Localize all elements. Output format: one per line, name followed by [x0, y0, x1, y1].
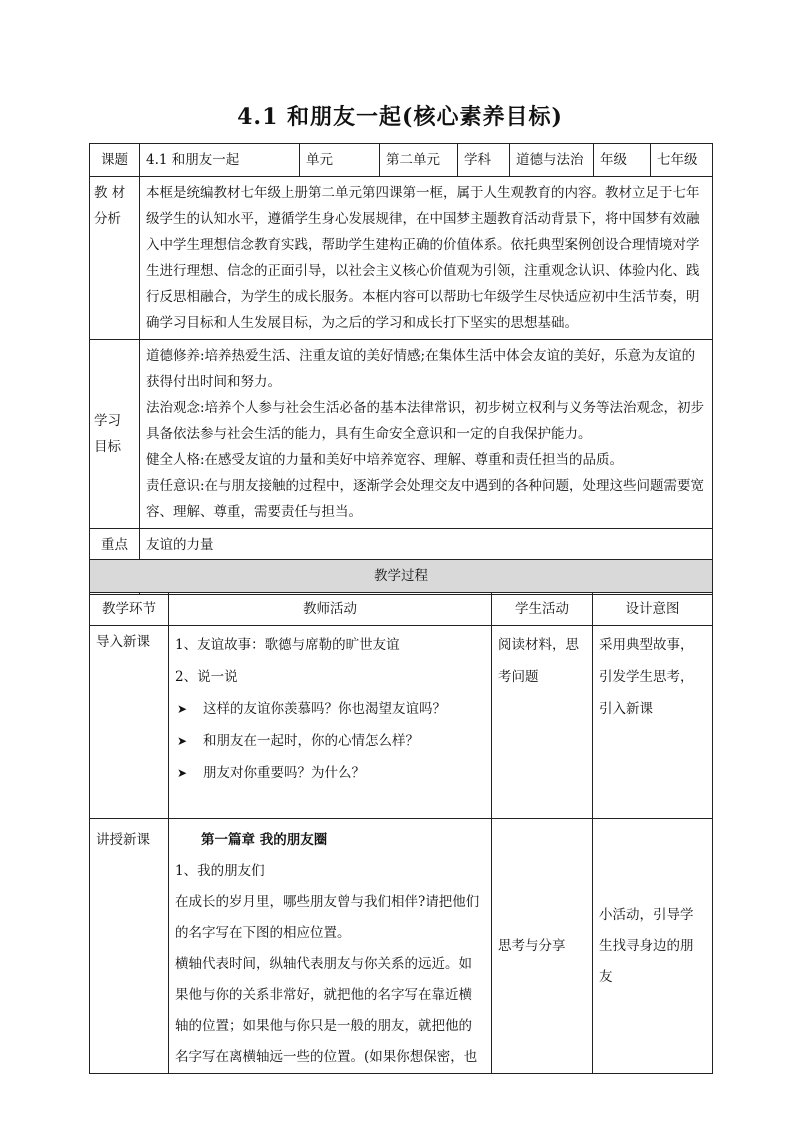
goals-label-line1: 学习 — [94, 413, 121, 429]
subject-label: 学科 — [458, 144, 510, 177]
goal-responsibility: 责任意识:在与朋友接触的过程中，逐渐学会处理交友中遇到的各种问题，处理这些问题需要宽容、理解、尊重，需要责任与担当。 — [146, 478, 705, 520]
goal-personality: 健全人格:在感受友谊的力量和美好中培养宽容、理解、尊重和责任担当的品质。 — [146, 452, 624, 468]
intro-intent: 采用典型故事，引发学生思考，引入新课 — [593, 626, 713, 819]
lecture-paragraph-2: 横轴代表时间，纵轴代表朋友与你关系的远近。如果他与你的关系非常好，就把他的名字写在靠近横轴的位置；如果他与你只是一般的朋友，就把他的名字写在离横轴远一些的位置。(如果你想保密，也 — [175, 956, 478, 1065]
intro-say: 2、说一说 — [175, 669, 238, 685]
arrow-bullet-icon: ➤ — [177, 766, 188, 780]
teaching-process-table — [89, 559, 713, 1074]
process-header: 教学过程 — [90, 560, 713, 593]
process-header-row — [90, 560, 713, 593]
intro-teacher — [169, 626, 492, 819]
arrow-bullet-icon: ➤ — [177, 702, 188, 716]
unit-value: 第二单元 — [380, 144, 458, 177]
intro-question — [175, 757, 485, 789]
unit-label: 单元 — [300, 144, 380, 177]
grade-label: 年级 — [594, 144, 651, 177]
lecture-row — [90, 819, 713, 1074]
key-point-label: 重点 — [90, 529, 140, 562]
intro-question — [175, 725, 485, 757]
analysis-label-line2: 分析 — [94, 211, 121, 227]
intro-student: 阅读材料，思考问题 — [492, 626, 593, 819]
intro-stage: 导入新课 — [90, 626, 169, 819]
goals-label-line2: 目标 — [94, 439, 121, 455]
lecture-subtitle: 1、我的朋友们 — [175, 863, 265, 879]
analysis-text: 本框是统编教材七年级上册第二单元第四课第一框，属于人生观教育的内容。教材立足于七年级学生的认知水平，遵循学生身心发展规律，在中国梦主题教育活动背景下，将中国梦有效融入中学生理想信念教育实践，帮助学生建构正确的价值体系。依托典型案例创设合理情境对学生进行理想、信念的正面引导，以社会主义核心价值观为引领，注重观念认识、体验内化、践行反思相融合，为学生的成长服务。本框内容可以帮助七年级学生尽快适应初中生活节奏，明确学习目标和人生发展目标，为之后的学习和成长打下坚实的思想基础。 — [140, 177, 713, 340]
col-stage: 教学环节 — [90, 593, 169, 626]
goal-morality: 道德修养:培养热爱生活、注重友谊的美好情感;在集体生活中体会友谊的美好，乐意为友谊的获得付出时间和努力。 — [146, 348, 696, 390]
course-label: 课题 — [90, 144, 140, 177]
col-teacher: 教师活动 — [169, 593, 492, 626]
intro-question-text: 朋友对你重要吗？为什么？ — [203, 765, 365, 781]
lecture-paragraph-1: 在成长的岁月里，哪些朋友曾与我们相伴?请把他们的名字写在下图的相应位置。 — [175, 894, 480, 941]
course-value: 4.1 和朋友一起 — [140, 144, 300, 177]
arrow-bullet-icon: ➤ — [177, 734, 188, 748]
lecture-teacher — [169, 819, 492, 1074]
goals-label — [90, 340, 140, 529]
intro-row — [90, 626, 713, 819]
goal-law: 法治观念:培养个人参与社会生活必备的基本法律常识，初步树立权利与义务等法治观念，初步具备依法参与社会生活的能力，具有生命安全意识和一定的自我保护能力。 — [146, 400, 705, 442]
col-intent: 设计意图 — [593, 593, 713, 626]
analysis-label-line1: 教 材 — [94, 185, 126, 201]
lecture-student: 思考与分享 — [492, 819, 593, 1074]
process-columns-row — [90, 593, 713, 626]
intro-story: 1、友谊故事：歌德与席勒的旷世友谊 — [175, 637, 400, 653]
col-student: 学生活动 — [492, 593, 593, 626]
key-point-value: 友谊的力量 — [140, 529, 713, 562]
intro-question — [175, 693, 485, 725]
lecture-stage: 讲授新课 — [90, 819, 169, 1074]
grade-value: 七年级 — [651, 144, 713, 177]
key-point-row — [90, 529, 713, 562]
info-row — [90, 144, 713, 177]
goals-row — [90, 340, 713, 529]
chapter-title: 第一篇章 我的朋友圈 — [201, 832, 328, 848]
analysis-label — [90, 177, 140, 340]
page-title: 4.1 和朋友一起(核心素养目标) — [237, 104, 563, 130]
lecture-intent: 小活动，引导学生找寻身边的朋友 — [593, 819, 713, 1074]
lesson-info-table — [89, 143, 713, 595]
intro-question-text: 和朋友在一起时，你的心情怎么样？ — [203, 733, 419, 749]
analysis-row — [90, 177, 713, 340]
intro-question-text: 这样的友谊你羡慕吗？你也渴望友谊吗？ — [203, 701, 446, 717]
goals-list — [140, 340, 713, 529]
subject-value: 道德与法治 — [510, 144, 594, 177]
